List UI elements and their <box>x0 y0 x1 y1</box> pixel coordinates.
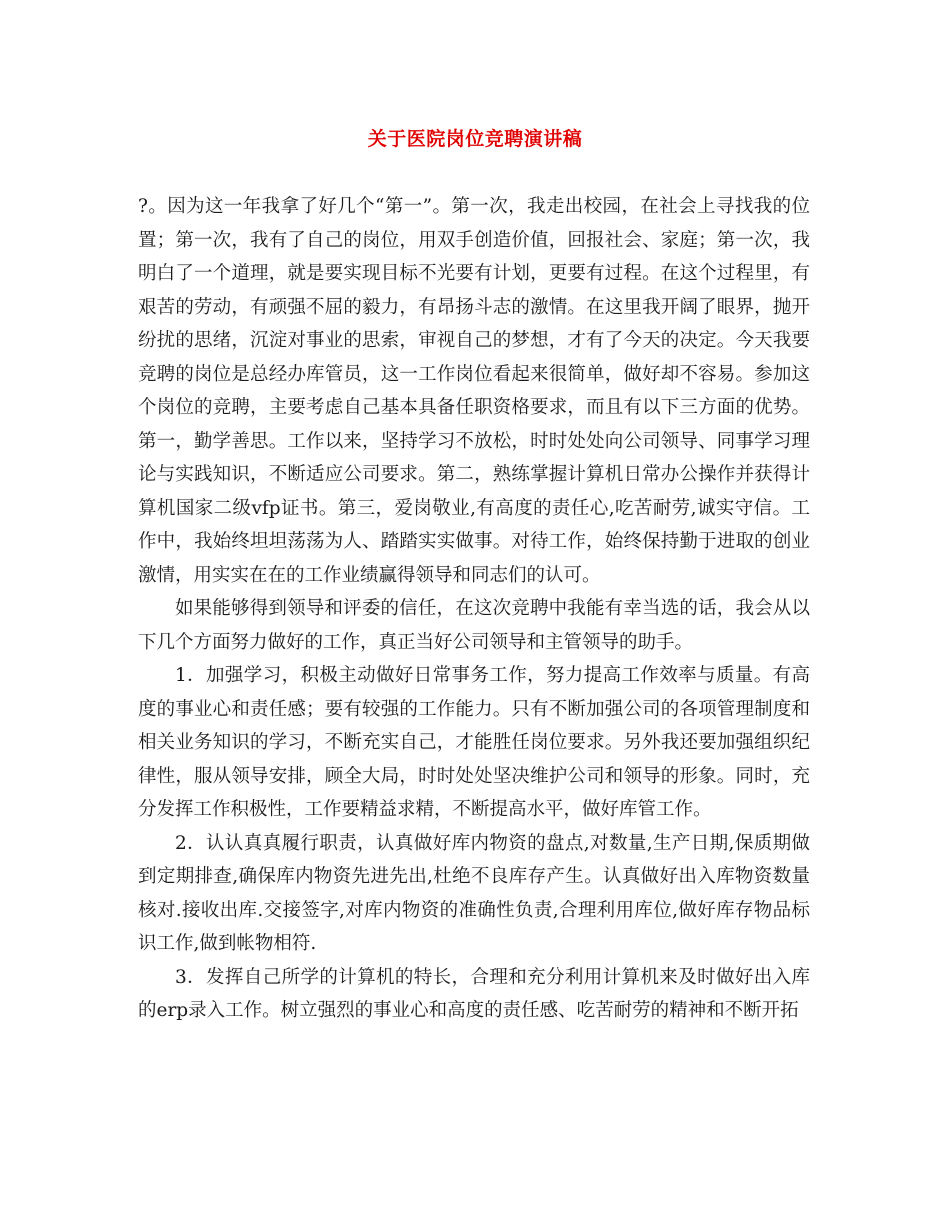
document-body <box>138 190 810 1028</box>
paragraph-commitment: 如果能够得到领导和评委的信任，在这次竞聘中我能有幸当选的话，我会从以下几个方面努力做好的工作，真正当好公司领导和主管领导的助手。 <box>138 598 810 653</box>
paragraph-item-3: 3．发挥自己所学的计算机的特长，合理和充分利用计算机来及时做好出入库的erp录入工作。树立强烈的事业心和高度的责任感、吃苦耐劳的精神和不断开拓 <box>138 966 810 1021</box>
paragraph-intro: ?。因为这一年我拿了好几个“第一”。第一次，我走出校园，在社会上寻找我的位置；第一次，我有了自己的岗位，用双手创造价值，回报社会、家庭；第一次，我明白了一个道理，就是要实现目标不光要有计划，更要有过程。在这个过程里，有艰苦的劳动，有顽强不屈的毅力，有昂扬斗志的激情。在这里我开阔了眼界，抛开纷扰的思绪，沉淀对事业的思索，审视自己的梦想，才有了今天的决定。今天我要竞聘的岗位是总经办库管员，这一工作岗位看起来很简单，做好却不容易。参加这个岗位的竞聘，主要考虑自己基本具备任职资格要求，而且有以下三方面的优势。 第一，勤学善思。工作以来，坚持学习不放松，时时处处向公司领导、同事学习理论与实践知识，不断适应公司要求。第二，熟练掌握计算机日常办公操作并获得计算机国家二级vfp证书。第三，爱岗敬业,有高度的责任心,吃苦耐劳,诚实守信。工作中，我始终坦坦荡荡为人、踏踏实实做事。对待工作，始终保持勤于进取的创业激情，用实实在在的工作业绩赢得领导和同志们的认可。 <box>138 196 810 586</box>
paragraph-item-1: 1．加强学习，积极主动做好日常事务工作，努力提高工作效率与质量。有高度的事业心和责任感；要有较强的工作能力。只有不断加强公司的各项管理制度和相关业务知识的学习，不断充实自己，才能胜任岗位要求。另外我还要加强组织纪律性，服从领导安排，顾全大局，时时处处坚决维护公司和领导的形象。同时，充分发挥工作积极性，工作要精益求精，不断提高水平，做好库管工作。 <box>138 665 810 820</box>
document-title: 关于医院岗位竞聘演讲稿 <box>367 128 583 150</box>
paragraph-item-2: 2．认认真真履行职责，认真做好库内物资的盘点,对数量,生产日期,保质期做到定期排查,确保库内物资先进先出,杜绝不良库存产生。认真做好出入库物资数量核对.接收出库.交接签字,对库内物资的准确性负责,合理利用库位,做好库存物品标识工作,做到帐物相符. <box>138 832 810 954</box>
